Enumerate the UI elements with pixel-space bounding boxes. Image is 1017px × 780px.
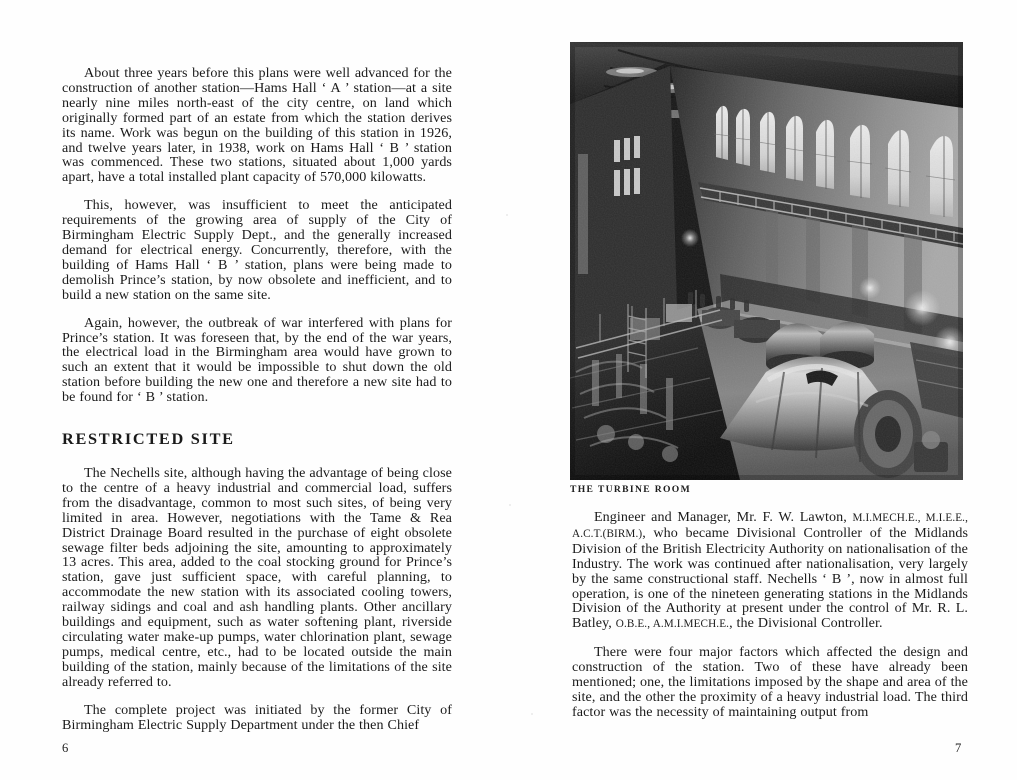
paragraph: Again, however, the outbreak of war interfered with plans for Prince’s station. It was foreseen that, by the end of the war years, the electrical load in the Birmingham area would have grown to such an extent that it would be impossible to shut down the old station before building the new one and therefore a new site had to be found for ‘ B ’ station. xyxy=(62,314,452,406)
turbine-room-photograph xyxy=(570,42,963,480)
paragraph: There were four major factors which affected the design and construction of the station. Two of these have already been mentioned; one, the limitations imposed by the shape and area of the site, and the other the proximity of a heavy industrial load. The third factor was the necessity of maintaining output from xyxy=(572,644,968,720)
paragraph: The Nechells site, although having the advantage of being close to the centre of a heavy industrial and commercial load, suffers from the disadvantage, common to most such sites, of being very limited in area. However, negotiations with the Tame & Rea District Drainage Board resulted in the purchase of eight obsolete sewage filter beds adjoining the site, amounting to approximately 13 acres. This area, added to the coal stocking ground for Prince’s station, gave just sufficient space, with careful planning, to accommodate the new station with its associated cooling towers, railway sidings and coal and ash handling plants. Other ancillary buildings and equipment, such as water softening plant, riverside circulating water make-up pumps, water chlorination plant, sewage pumps, medical centre, etc., had to be located outside the main building of the station, mainly because of the limitations of the site already referred to. xyxy=(62,465,452,690)
paragraph-middle: , who became Divisional Controller of the Midlands Division of the British Electricity Authority on nationalisation of the Industry. The work was continued after nationalisation, very largely by the same constructional staff. Nechells ‘ B ’, now in almost full operation, is one of the nineteen generating stations in the Midlands Division of the Authority at present under the control of Mr. R. L. Batley, xyxy=(572,524,968,632)
right-page xyxy=(509,0,1017,780)
scan-speck xyxy=(509,504,511,506)
scan-speck xyxy=(531,713,533,715)
section-heading: RESTRICTED SITE xyxy=(62,429,235,448)
page-number-left: 6 xyxy=(62,741,69,755)
turbine-room-photo-graphic xyxy=(570,42,963,480)
paragraph-tail: , the Divisional Controller. xyxy=(729,615,883,632)
right-column xyxy=(572,510,968,720)
left-column-lower xyxy=(62,466,452,732)
section-heading-block xyxy=(62,430,452,448)
scan-speck xyxy=(506,214,508,216)
paragraph-lead-in: Engineer and Manager, Mr. F. W. Lawton, xyxy=(594,509,853,525)
paragraph: The complete project was initiated by the former City of Birmingham Electric Supply Department under the then Chief xyxy=(62,701,452,733)
page-number-right: 7 xyxy=(955,741,962,755)
photo-caption: THE TURBINE ROOM xyxy=(570,484,692,495)
qualifications-lawton: M.I.MECH.E., M.I.E.E., A.C.T.(BIRM.) xyxy=(572,512,968,540)
left-column-upper xyxy=(62,66,452,405)
paragraph: This, however, was insufficient to meet the anticipated requirements of the growing area of supply of the City of Birmingham Electric Supply Dept., and the generally increased demand for electrical energy. Concurrently, therefore, with the building of Hams Hall ‘ B ’ station, plans were being made to demolish Prince’s station, by now obsolete and inefficient, and to build a new station on the same site. xyxy=(62,197,452,303)
paragraph: About three years before this plans were well advanced for the construction of another station—Hams Hall ‘ A ’ station—at a site nearly nine miles north-east of the city centre, on land which originally formed part of an estate from which the station derives its name. Work was begun on the building of this station in 1926, and twelve years later, in 1938, work on Hams Hall ‘ B ’ station was commenced. These two stations, situated about 1,000 yards apart, have a total installed plant capacity of 570,000 kilowatts. xyxy=(62,65,452,186)
paragraph xyxy=(572,510,968,632)
left-page xyxy=(0,0,508,780)
qualifications-batley: O.B.E., A.M.I.MECH.E. xyxy=(615,618,730,631)
